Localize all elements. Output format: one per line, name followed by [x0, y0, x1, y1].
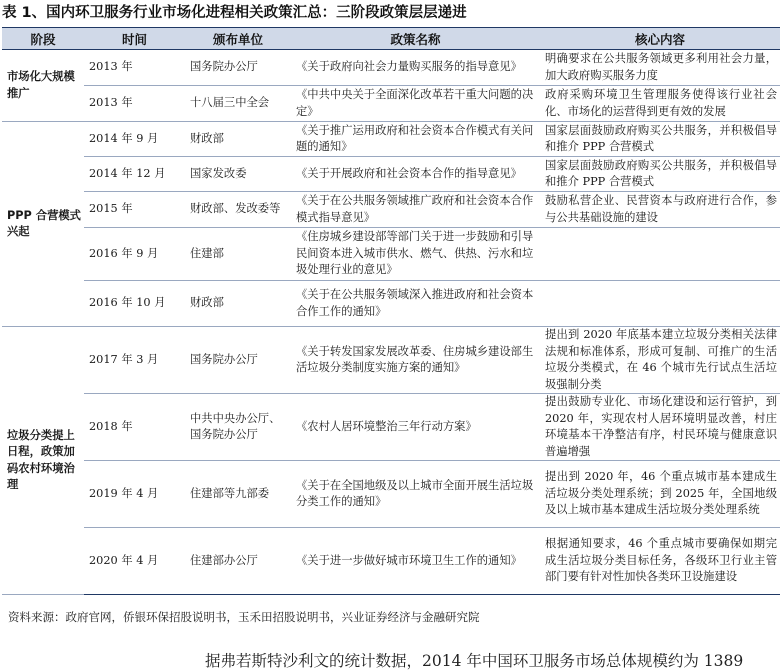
time-cell: 2013 年 — [84, 86, 185, 122]
issuer-cell: 住建部等九部委 — [185, 461, 291, 528]
column-header-policy: 政策名称 — [291, 28, 540, 50]
table-row — [2, 327, 780, 394]
content-cell: 明确要求在公共服务领域更多利用社会力量，加大政府购买服务力度 — [540, 50, 780, 86]
table-row — [2, 394, 780, 461]
body-text: 据弗若斯特沙利文的统计数据，2014 年中国环卫服务市场总体规模约为 1389 — [205, 652, 744, 670]
issuer-cell: 国家发改委 — [185, 157, 291, 192]
table-row — [2, 192, 780, 228]
issuer-cell: 国务院办公厅 — [185, 50, 291, 86]
content-cell: 国家层面鼓励政府购买公共服务，并积极倡导和推介 PPP 合营模式 — [540, 122, 780, 157]
issuer-cell: 财政部 — [185, 122, 291, 157]
table-row — [2, 528, 780, 595]
column-header-content: 核心内容 — [540, 28, 780, 50]
content-cell: 提出到 2020 年底基本建立垃圾分类相关法律法规和标准体系，形成可复制、可推广的生活垃圾分类模式，在 46 个城市先行试点生活垃圾强制分类 — [540, 327, 780, 394]
content-cell: 国家层面鼓励政府购买公共服务，并积极倡导和推介 PPP 合营模式 — [540, 157, 780, 192]
issuer-cell: 十八届三中全会 — [185, 86, 291, 122]
stage-cell: 市场化大规模推广 — [2, 50, 84, 122]
content-cell: 提出到 2020 年，46 个重点城市基本建成生活垃圾分类处理系统；到 2025 年，全国地级及以上城市基本建成生活垃圾分类处理系统 — [540, 461, 780, 528]
policy-cell: 《关于推广运用政府和社会资本合作模式有关问题的通知》 — [291, 122, 540, 157]
policy-cell: 《住房城乡建设部等部门关于进一步鼓励和引导民间资本进入城市供水、燃气、供热、污水和垃圾处理行业的意见》 — [291, 228, 540, 281]
policy-cell: 《中共中央关于全面深化改革若干重大问题的决定》 — [291, 86, 540, 122]
time-cell: 2016 年 10 月 — [84, 281, 185, 327]
time-cell: 2016 年 9 月 — [84, 228, 185, 281]
content-cell: 鼓励私营企业、民营资本与政府进行合作，参与公共基础设施的建设 — [540, 192, 780, 228]
column-header-stage: 阶段 — [2, 28, 84, 50]
issuer-cell: 住建部 — [185, 228, 291, 281]
table-row — [2, 157, 780, 192]
table-title: 表 1、国内环卫服务行业市场化进程相关政策汇总：三阶段政策层层递进 — [2, 5, 467, 21]
column-header-time: 时间 — [84, 28, 185, 50]
content-cell: 政府采购环境卫生管理服务使得该行业社会化、市场化的运营得到更有效的发展 — [540, 86, 780, 122]
content-cell — [540, 228, 780, 281]
table-row — [2, 86, 780, 122]
time-cell: 2014 年 12 月 — [84, 157, 185, 192]
source-note: 资料来源：政府官网，侨银环保招股说明书，玉禾田招股说明书，兴业证券经济与金融研究院 — [8, 610, 480, 624]
time-cell: 2013 年 — [84, 50, 185, 86]
issuer-cell: 财政部、发改委等 — [185, 192, 291, 228]
policy-cell: 《关于进一步做好城市环境卫生工作的通知》 — [291, 528, 540, 595]
time-cell: 2014 年 9 月 — [84, 122, 185, 157]
issuer-cell: 财政部 — [185, 281, 291, 327]
policy-cell: 《关于在公共服务领域深入推进政府和社会资本合作工作的通知》 — [291, 281, 540, 327]
table-row — [2, 122, 780, 157]
table-row — [2, 228, 780, 281]
time-cell: 2017 年 3 月 — [84, 327, 185, 394]
issuer-cell: 中共中央办公厅、国务院办公厅 — [185, 394, 291, 461]
policy-cell: 《关于政府向社会力量购买服务的指导意见》 — [291, 50, 540, 86]
content-cell — [540, 281, 780, 327]
column-header-issuer: 颁布单位 — [185, 28, 291, 50]
time-cell: 2018 年 — [84, 394, 185, 461]
table-header-row — [2, 28, 780, 50]
policy-cell: 《关于在全国地级及以上城市全面开展生活垃圾分类工作的通知》 — [291, 461, 540, 528]
issuer-cell: 国务院办公厅 — [185, 327, 291, 394]
policy-cell: 《关于在公共服务领域推广政府和社会资本合作模式指导意见》 — [291, 192, 540, 228]
table-row — [2, 50, 780, 86]
content-cell: 根据通知要求，46 个重点城市要确保如期完成生活垃圾分类目标任务，各级环卫行业主管部门要有针对性加快各类环卫设施建设 — [540, 528, 780, 595]
time-cell: 2015 年 — [84, 192, 185, 228]
stage-cell: PPP 合营模式兴起 — [2, 122, 84, 327]
time-cell: 2020 年 4 月 — [84, 528, 185, 595]
table-row — [2, 281, 780, 327]
time-cell: 2019 年 4 月 — [84, 461, 185, 528]
issuer-cell: 住建部办公厅 — [185, 528, 291, 595]
policy-cell: 《关于转发国家发展改革委、住房城乡建设部生活垃圾分类制度实施方案的通知》 — [291, 327, 540, 394]
policy-cell: 《农村人居环境整治三年行动方案》 — [291, 394, 540, 461]
stage-cell: 垃圾分类提上日程，政策加码农村环境治理 — [2, 327, 84, 595]
content-cell: 提出鼓励专业化、市场化建设和运行管护，到 2020 年，实现农村人居环境明显改善，村庄环境基本干净整洁有序，村民环境与健康意识普遍增强 — [540, 394, 780, 461]
policy-table — [2, 27, 780, 595]
policy-cell: 《关于开展政府和社会资本合作的指导意见》 — [291, 157, 540, 192]
table-row — [2, 461, 780, 528]
